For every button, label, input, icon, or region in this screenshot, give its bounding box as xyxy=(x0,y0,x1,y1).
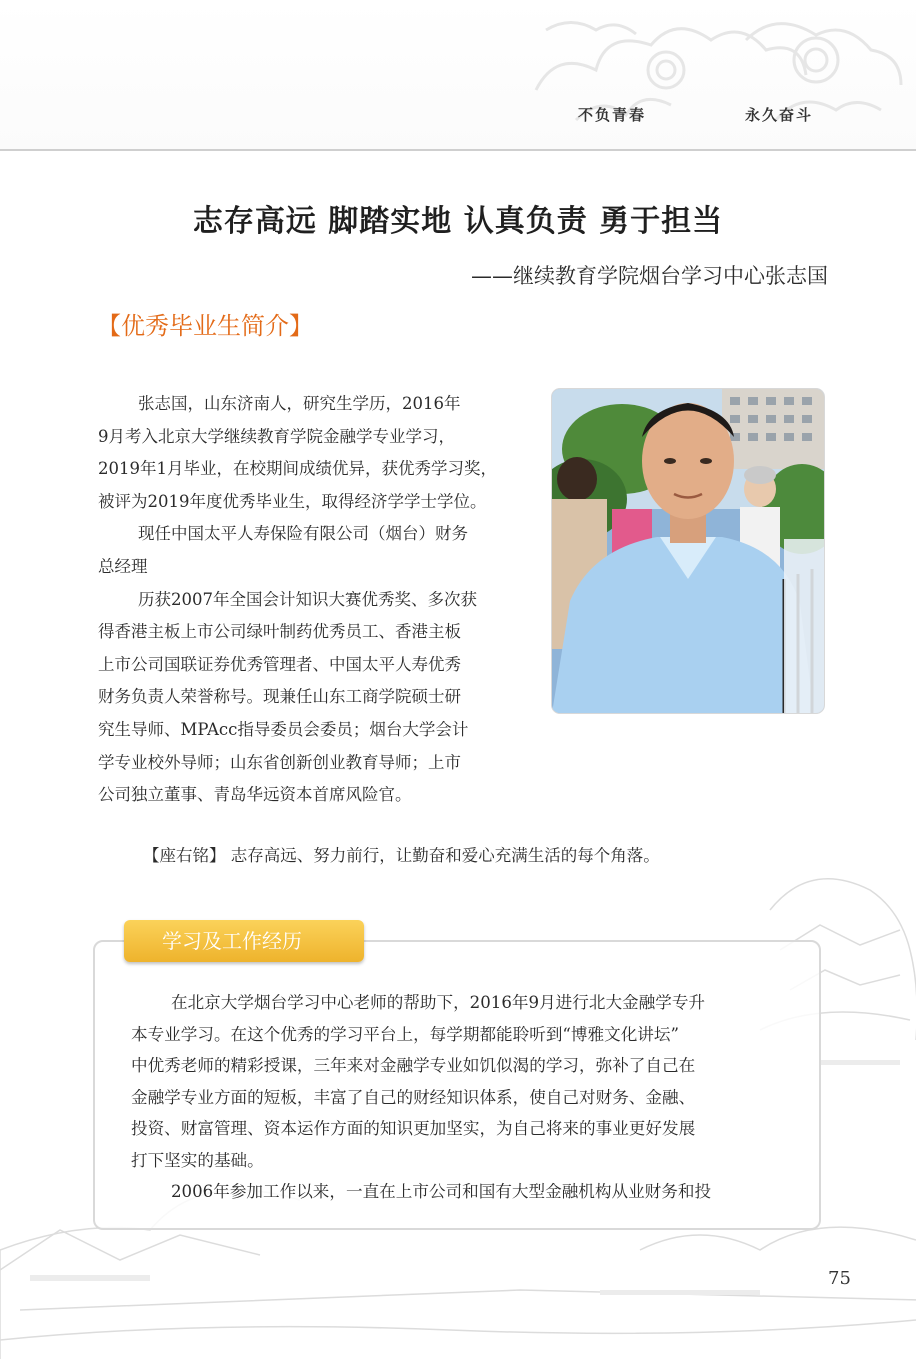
text-line: 打下坚实的基础。 xyxy=(131,1150,264,1170)
text-line: 究生导师、MPAcc指导委员会委员；烟台大学会计 xyxy=(98,719,469,739)
experience-text xyxy=(131,987,783,1208)
text-line: 公司独立董事、青岛华远资本首席风险官。 xyxy=(98,785,412,805)
text-line: 财务负责人荣誉称号。现兼任山东工商学院硕士研 xyxy=(98,687,461,707)
text-line: 被评为2019年度优秀毕业生，取得经济学学士学位。 xyxy=(98,491,487,511)
page-number: 75 xyxy=(828,1268,851,1289)
text-line: 2006年参加工作以来，一直在上市公司和国有大型金融机构从业财务和投 xyxy=(171,1182,712,1201)
text-line: 2019年1月毕业，在校期间成绩优异，获优秀学习奖， xyxy=(98,459,497,479)
article-title: 志存高远 脚踏实地 认真负责 勇于担当 xyxy=(192,204,724,239)
experience-section-heading xyxy=(124,920,364,962)
text-line: 历获2007年全国会计知识大赛优秀奖、多次获 xyxy=(138,589,477,609)
text-line: 上市公司国联证券优秀管理者、中国太平人寿优秀 xyxy=(98,654,461,674)
article-subtitle: ——继续教育学院烟台学习中心张志国 xyxy=(471,264,828,288)
text-line: 本专业学习。在这个优秀的学习平台上，每学期都能聆听到“博雅文化讲坛” xyxy=(131,1024,679,1044)
profile-paragraph-1 xyxy=(98,388,526,812)
portrait-photo xyxy=(552,389,824,713)
slogan-right: 永久奋斗 xyxy=(745,106,814,124)
header-divider xyxy=(0,149,916,151)
text-line: 中优秀老师的精彩授课，三年来对金融学专业如饥似渴的学习，弥补了自己在 xyxy=(131,1056,696,1075)
text-line: 现任中国太平人寿保险有限公司（烟台）财务 xyxy=(138,524,468,544)
text-line: 在北京大学烟台学习中心老师的帮助下，2016年9月进行北大金融学专升 xyxy=(171,993,706,1012)
text-line: 学专业校外导师；山东省创新创业教育导师；上市 xyxy=(98,752,461,772)
text-line: 张志国，山东济南人，研究生学历，2016年 xyxy=(138,394,461,413)
profile-section-heading: 【优秀毕业生简介】 xyxy=(97,312,313,340)
text-line: 金融学专业方面的短板，丰富了自己的财经知识体系，使自己对财务、金融、 xyxy=(131,1087,696,1107)
motto: 【座右铭】 志存高远、努力前行，让勤奋和爱心充满生活的每个角落。 xyxy=(143,846,660,865)
experience-heading-label: 学习及工作经历 xyxy=(162,929,302,953)
text-line: 投资、财富管理、资本运作方面的知识更加坚实，为自己将来的事业更好发展 xyxy=(131,1119,696,1138)
slogan-left: 不负青春 xyxy=(578,106,647,124)
text-line: 9月考入北京大学继续教育学院金融学专业学习， xyxy=(98,426,455,446)
cloud-pattern-decoration xyxy=(516,0,916,148)
text-line: 得香港主板上市公司绿叶制药优秀员工、香港主板 xyxy=(98,622,461,642)
text-line: 总经理 xyxy=(98,556,148,576)
